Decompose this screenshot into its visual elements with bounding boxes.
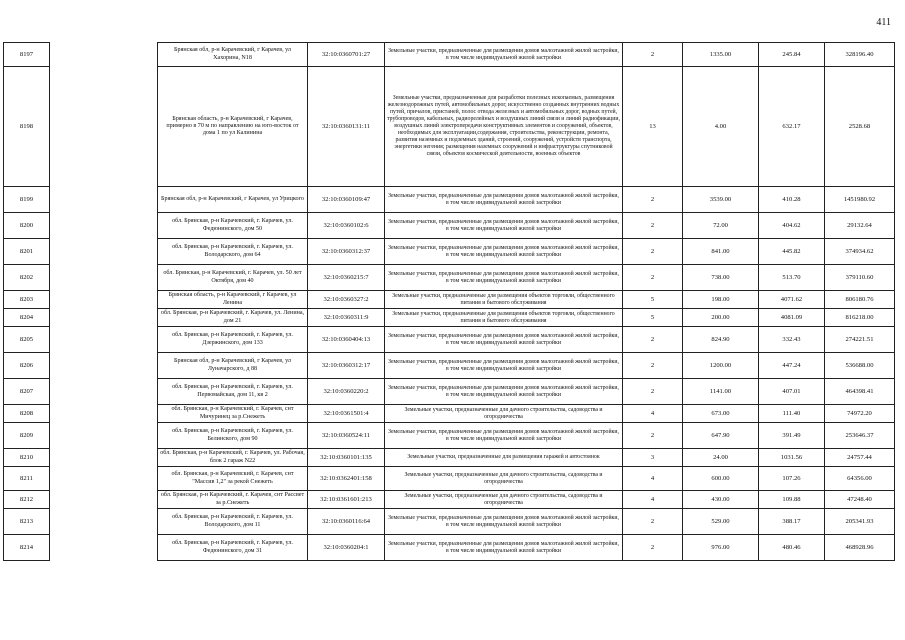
cadastral-number-cell: 32:10:0360116:64 [308,509,385,535]
cadastral-number-cell: 32:10:0360204:1 [308,535,385,561]
address-cell: обл. Брянская, р-н Карачевский, г. Карачев, ул. Ленина, дом 21 [158,309,308,327]
address-cell: обл. Брянская, р-н Карачевский, г. Карачев, ул. Дзержинского, дом 133 [158,327,308,353]
row-number: 8205 [4,327,50,353]
address-cell: обл. Брянская, р-н Карачевский, г. Карачев, снт Рассвет за р.Снежеть [158,491,308,509]
specific-value-cell: 447.24 [759,353,825,379]
spacer-cell [50,353,158,379]
row-number: 8212 [4,491,50,509]
land-use-cell: Земельные участки, предназначенные для дачного строительства, садоводства и огородничества [385,405,623,423]
area-cell: 738.00 [683,265,759,291]
cadastral-value-cell: 374934.62 [825,239,895,265]
address-cell: Брянская область, р-н Карачевский, г Карачев, примерно в 70 м по направлению на юго-восток от дома 1 по ул Калинина [158,67,308,187]
spacer-cell [50,491,158,509]
area-cell: 1141.00 [683,379,759,405]
cadastral-number-cell: 32:10:0360312:37 [308,239,385,265]
specific-value-cell: 391.49 [759,423,825,449]
group-cell: 4 [623,467,683,491]
land-use-cell: Земельные участки, предназначенные для разработки полезных ископаемых, размещения железнодорожных путей, автомобильных дорог, искусственно созданных внутренних водных путей, причалов, пристаней, полос отвода железных и автомобильных дорог, водных путей, трубопроводов, кабельных, радиорелейных и воздушных линий связи и линий радиофикации, воздушных линий электропередачи конструктивных элементов и сооружений, объектов, необходимых для эксплуатации,содержания, строительства, реконструкции, ремонта, развития наземных и подземных зданий, строений, сооружений, устройств транспорта, энергетики негения; размещения наземных сооружений и инфраструктуры спутниковой связи, объектов космической деятельности, военных объектов [385,67,623,187]
row-number: 8200 [4,213,50,239]
cadastral-value-cell: 47248.40 [825,491,895,509]
address-cell: обл. Брянская, р-н Карачевский, г. Карачев, снт "Массив 1,2" за рекой Снежеть [158,467,308,491]
specific-value-cell: 107.26 [759,467,825,491]
group-cell: 2 [623,535,683,561]
area-cell: 430.00 [683,491,759,509]
address-cell: Брянская обл, р-н Карачевский, г Карачев, ул Урицкого [158,187,308,213]
specific-value-cell: 407.01 [759,379,825,405]
land-use-cell: Земельные участки, предназначенные для размещения гаражей и автостоянок [385,449,623,467]
row-number: 8198 [4,67,50,187]
cadastral-number-cell: 32:10:0360215:7 [308,265,385,291]
land-use-cell: Земельные участки, предназначенные для размещения домов малоэтажной жилой застройки, в том числе индивидуальной жилой застройки [385,327,623,353]
group-cell: 2 [623,213,683,239]
land-use-cell: Земельные участки, предназначенные для размещения домов малоэтажной жилой застройки, в том числе индивидуальной жилой застройки [385,187,623,213]
table-row [4,509,895,535]
area-cell: 673.00 [683,405,759,423]
land-use-cell: Земельные участки, предназначенные для размещения домов малоэтажной жилой застройки, в том числе индивидуальной жилой застройки [385,535,623,561]
table-row [4,265,895,291]
spacer-cell [50,449,158,467]
address-cell: обл. Брянская, р-н Карачевский, г. Карачев, снт Мичуринец за р.Снежеть [158,405,308,423]
cadastral-value-cell: 2528.68 [825,67,895,187]
land-use-cell: Земельные участки, предназначенные для размещения домов малоэтажной жилой застройки, в том числе индивидуальной жилой застройки [385,213,623,239]
specific-value-cell: 513.70 [759,265,825,291]
spacer-cell [50,509,158,535]
address-cell: обл. Брянская, р-н Карачевский, г. Карачев, ул. Первомайская, дом 11, кв 2 [158,379,308,405]
cadastral-value-cell: 536688.00 [825,353,895,379]
cadastral-number-cell: 32:10:0360311:9 [308,309,385,327]
group-cell: 5 [623,309,683,327]
row-number: 8202 [4,265,50,291]
row-number: 8213 [4,509,50,535]
specific-value-cell: 111.40 [759,405,825,423]
group-cell: 2 [623,327,683,353]
address-cell: обл. Брянская, р-н Карачевский, г. Карачев, ул. 50 лет Октября, дом 40 [158,265,308,291]
cadastral-value-cell: 468928.96 [825,535,895,561]
cadastral-number-cell: 32:10:0360109:47 [308,187,385,213]
table-row [4,405,895,423]
specific-value-cell: 445.82 [759,239,825,265]
row-number: 8210 [4,449,50,467]
address-cell: обл. Брянская, р-н Карачевский, г. Карачев, ул. Федюнинского, дом 31 [158,535,308,561]
group-cell: 4 [623,491,683,509]
spacer-cell [50,379,158,405]
cadastral-value-cell: 29132.64 [825,213,895,239]
table-row [4,213,895,239]
area-cell: 198.00 [683,291,759,309]
row-number: 8211 [4,467,50,491]
cadastral-value-cell: 74972.20 [825,405,895,423]
cadastral-number-cell: 32:10:0362401:158 [308,467,385,491]
cadastral-number-cell: 32:10:0360404:13 [308,327,385,353]
land-use-cell: Земельные участки, предназначенные для размещения домов малоэтажной жилой застройки, в том числе индивидуальной жилой застройки [385,265,623,291]
cadastral-value-cell: 816218.00 [825,309,895,327]
address-cell: обл. Брянская, р-н Карачевский, г. Карачев, ул. Володарского, дом 11 [158,509,308,535]
spacer-cell [50,43,158,67]
address-cell: Брянская обл, р-н Карачевский, г Карачев, ул Луначарского, д 88 [158,353,308,379]
row-number: 8214 [4,535,50,561]
land-use-cell: Земельные участки, предназначенные для дачного строительства, садоводства и огородничества [385,491,623,509]
cadastral-number-cell: 32:10:0360102:6 [308,213,385,239]
row-number: 8209 [4,423,50,449]
row-number: 8206 [4,353,50,379]
area-cell: 3539.00 [683,187,759,213]
land-use-cell: Земельные участки, предназначенные для размещения домов малоэтажной жилой застройки, в том числе индивидуальной жилой застройки [385,423,623,449]
land-use-cell: Земельные участки, предназначенные для размещения домов малоэтажной жилой застройки, в том числе индивидуальной жилой застройки [385,239,623,265]
area-cell: 976.00 [683,535,759,561]
group-cell: 2 [623,509,683,535]
specific-value-cell: 480.46 [759,535,825,561]
group-cell: 2 [623,423,683,449]
specific-value-cell: 632.17 [759,67,825,187]
spacer-cell [50,535,158,561]
cadastral-number-cell: 32:10:0360131:11 [308,67,385,187]
table-row [4,449,895,467]
spacer-cell [50,213,158,239]
spacer-cell [50,467,158,491]
area-cell: 824.90 [683,327,759,353]
row-number: 8201 [4,239,50,265]
specific-value-cell: 332.43 [759,327,825,353]
cadastral-value-table [3,42,895,561]
address-cell: обл. Брянская, р-н Карачевский, г. Карачев, ул. Белинского, дом 90 [158,423,308,449]
cadastral-value-cell: 274221.51 [825,327,895,353]
area-cell: 200.00 [683,309,759,327]
area-cell: 1200.00 [683,353,759,379]
specific-value-cell: 109.88 [759,491,825,509]
area-cell: 647.90 [683,423,759,449]
spacer-cell [50,405,158,423]
area-cell: 529.00 [683,509,759,535]
spacer-cell [50,309,158,327]
row-number: 8204 [4,309,50,327]
table-row [4,379,895,405]
cadastral-number-cell: 32:10:0361501:4 [308,405,385,423]
table-row [4,291,895,309]
table-row [4,309,895,327]
group-cell: 2 [623,239,683,265]
table-row [4,353,895,379]
cadastral-number-cell: 32:10:0360327:2 [308,291,385,309]
row-number: 8203 [4,291,50,309]
table-row [4,423,895,449]
spacer-cell [50,291,158,309]
cadastral-value-cell: 464398.41 [825,379,895,405]
table-row [4,491,895,509]
land-use-cell: Земельные участки, предназначенные для размещения домов малоэтажной жилой застройки, в том числе индивидуальной жилой застройки [385,353,623,379]
specific-value-cell: 4081.09 [759,309,825,327]
table-row [4,67,895,187]
area-cell: 841.00 [683,239,759,265]
cadastral-value-cell: 253646.37 [825,423,895,449]
spacer-cell [50,67,158,187]
table-row [4,535,895,561]
table-row [4,327,895,353]
row-number: 8207 [4,379,50,405]
cadastral-number-cell: 32:10:0360220:2 [308,379,385,405]
cadastral-value-cell: 24757.44 [825,449,895,467]
group-cell: 2 [623,43,683,67]
group-cell: 2 [623,265,683,291]
spacer-cell [50,239,158,265]
cadastral-value-cell: 328196.40 [825,43,895,67]
land-use-cell: Земельные участки, предназначенные для дачного строительства, садоводства и огородничества [385,467,623,491]
row-number: 8208 [4,405,50,423]
table-row [4,43,895,67]
row-number: 8199 [4,187,50,213]
specific-value-cell: 410.28 [759,187,825,213]
address-cell: Брянская обл, р-н Карачевский, г Карачев, ул Хахорина, N18 [158,43,308,67]
cadastral-number-cell: 32:10:0360312:17 [308,353,385,379]
spacer-cell [50,327,158,353]
spacer-cell [50,423,158,449]
address-cell: обл. Брянская, р-н Карачевский, г. Карачев, ул. Рабочая, блок 2 гараж N22 [158,449,308,467]
spacer-cell [50,187,158,213]
cadastral-value-cell: 64356.00 [825,467,895,491]
table-row [4,239,895,265]
specific-value-cell: 1031.56 [759,449,825,467]
group-cell: 4 [623,405,683,423]
group-cell: 13 [623,67,683,187]
cadastral-number-cell: 32:10:0360701:27 [308,43,385,67]
page-number: 411 [876,17,891,28]
area-cell: 24.00 [683,449,759,467]
specific-value-cell: 404.62 [759,213,825,239]
cadastral-number-cell: 32:10:0360101:135 [308,449,385,467]
land-use-cell: Земельные участки, предназначенные для размещения объектов торговли, общественного питания и бытового обслуживания [385,309,623,327]
cadastral-value-cell: 1451980.92 [825,187,895,213]
land-use-cell: Земельные участки, предназначенные для размещения домов малоэтажной жилой застройки, в том числе индивидуальной жилой застройки [385,379,623,405]
table-row [4,187,895,213]
cadastral-number-cell: 32:10:0360524:11 [308,423,385,449]
specific-value-cell: 4071.62 [759,291,825,309]
land-use-cell: Земельные участки, предназначенные для размещения объектов торговли, общественного питания и бытового обслуживания [385,291,623,309]
area-cell: 600.00 [683,467,759,491]
cadastral-number-cell: 32:10:0361601:213 [308,491,385,509]
area-cell: 1335.00 [683,43,759,67]
address-cell: Брянская область, р-н Карачевский, г Карачев, ул Ленина [158,291,308,309]
group-cell: 2 [623,187,683,213]
area-cell: 72.00 [683,213,759,239]
cadastral-value-cell: 379110.60 [825,265,895,291]
cadastral-value-cell: 806180.76 [825,291,895,309]
group-cell: 5 [623,291,683,309]
specific-value-cell: 245.84 [759,43,825,67]
group-cell: 2 [623,353,683,379]
address-cell: обл. Брянская, р-н Карачевский, г. Карачев, ул. Федюнинского, дом 50 [158,213,308,239]
spacer-cell [50,265,158,291]
cadastral-value-cell: 205341.93 [825,509,895,535]
group-cell: 3 [623,449,683,467]
address-cell: обл. Брянская, р-н Карачевский, г. Карачев, ул. Володарского, дом 64 [158,239,308,265]
group-cell: 2 [623,379,683,405]
row-number: 8197 [4,43,50,67]
area-cell: 4.00 [683,67,759,187]
land-use-cell: Земельные участки, предназначенные для размещения домов малоэтажной жилой застройки, в том числе индивидуальной жилой застройки [385,509,623,535]
table-row [4,467,895,491]
specific-value-cell: 388.17 [759,509,825,535]
land-use-cell: Земельные участки, предназначенные для размещения домов малоэтажной жилой застройки, в том числе индивидуальной жилой застройки [385,43,623,67]
